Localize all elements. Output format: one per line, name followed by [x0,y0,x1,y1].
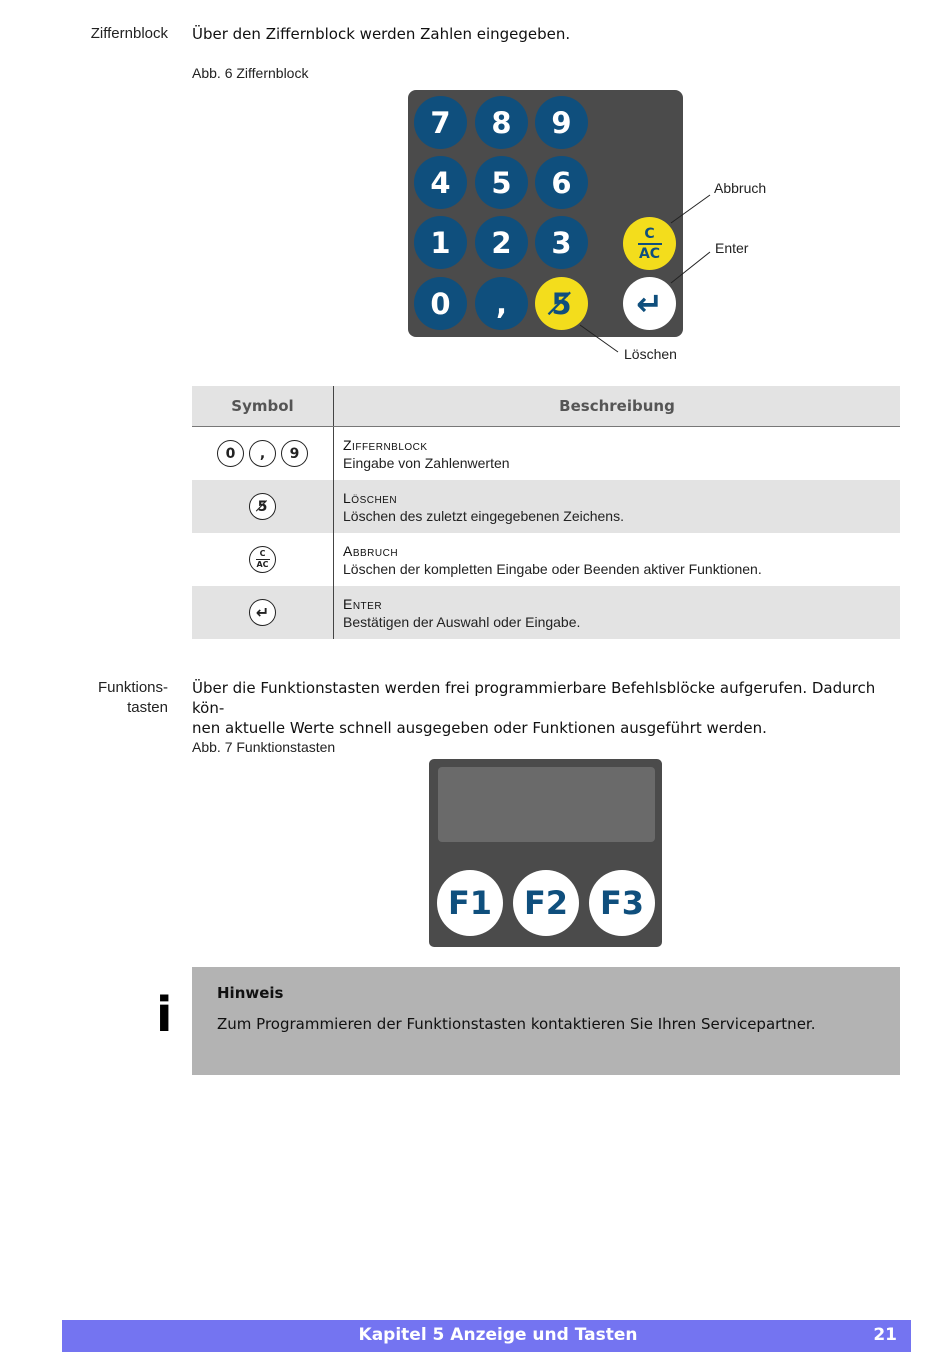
section-label-ziffernblock: Ziffernblock [90,25,168,42]
page-number: 21 [873,1325,897,1345]
row-title: Ziffernblock [343,436,428,453]
f2-key: F2 [513,870,579,936]
row-desc: Eingabe von Zahlenwerten [343,454,510,471]
symbol-cell [192,533,334,586]
section-text-line2: nen aktuelle Werte schnell ausgegeben oder Funktionen ausgeführt werden. [192,719,767,737]
footer-chapter: Kapitel 5 Anzeige und Tasten [358,1325,638,1345]
key-4: 4 [414,156,467,209]
callout-loeschen: Löschen [624,346,677,362]
digit-0-icon: 0 [217,440,244,467]
note-title: Hinweis [217,984,284,1002]
page-footer [62,1320,911,1352]
function-keys-figure [429,759,662,947]
callout-lines [560,190,720,370]
cancel-icon-bottom: AC [256,560,269,569]
section-label-line2: tasten [127,699,168,716]
note-body: Zum Programmieren der Funktionstasten kontaktieren Sie Ihren Servicepartner. [217,1015,816,1033]
row-title: Enter [343,595,383,612]
symbol-cell [192,480,334,533]
row-desc: Löschen der kompletten Eingabe oder Beenden aktiver Funktionen. [343,560,762,577]
row-desc: Bestätigen der Auswahl oder Eingabe. [343,613,581,630]
comma-icon: , [249,440,276,467]
f1-key: F1 [437,870,503,936]
section-text-ziffernblock: Über den Ziffernblock werden Zahlen eingegeben. [192,25,571,43]
row-title: Abbruch [343,542,399,559]
figure-caption-6: Abb. 6 Ziffernblock [192,65,309,81]
delete-key: 5̸ [535,277,588,330]
enter-icon: ↵ [249,599,276,626]
description-cell [334,480,900,533]
table-row [192,533,900,586]
digit-9-icon: 9 [281,440,308,467]
table-row [192,480,900,533]
display-screen [438,767,655,842]
symbol-cell [192,586,334,639]
key-comma: , [475,277,528,330]
header-beschreibung: Beschreibung [559,397,675,415]
row-title: Löschen [343,489,398,506]
f3-key: F3 [589,870,655,936]
section-text-line1: Über die Funktionstasten werden frei programmierbare Befehlsblöcke aufgerufen. Dadurch kön- [192,679,876,717]
section-text-funktionstasten [192,678,900,738]
section-label-line1: Funktions- [97,679,168,696]
enter-key: ↵ [623,277,676,330]
note-box [192,967,900,1075]
table-row [192,427,900,480]
info-icon: i [156,987,173,1043]
symbol-table [192,386,900,639]
key-0: 0 [414,277,467,330]
key-9: 9 [535,96,588,149]
table-header [192,386,900,427]
figure-caption-7: Abb. 7 Funktionstasten [192,739,336,755]
cancel-key-bottom: AC [638,245,661,262]
table-row [192,586,900,639]
key-2: 2 [475,216,528,269]
description-cell [334,427,900,480]
callout-abbruch: Abbruch [714,180,767,196]
callout-enter: Enter [715,240,749,256]
cancel-key-top: C [644,225,655,242]
cancel-icon [249,546,276,573]
cancel-icon-top: C [259,549,266,558]
key-3: 3 [535,216,588,269]
key-6: 6 [535,156,588,209]
delete-icon: 5̸ [249,493,276,520]
row-desc: Löschen des zuletzt eingegebenen Zeichens. [343,507,624,524]
key-8: 8 [475,96,528,149]
section-label-funktionstasten [8,678,168,718]
key-5: 5 [475,156,528,209]
key-1: 1 [414,216,467,269]
description-cell [334,533,900,586]
symbol-cell [192,427,334,480]
description-cell [334,586,900,639]
key-7: 7 [414,96,467,149]
header-symbol: Symbol [192,386,334,426]
